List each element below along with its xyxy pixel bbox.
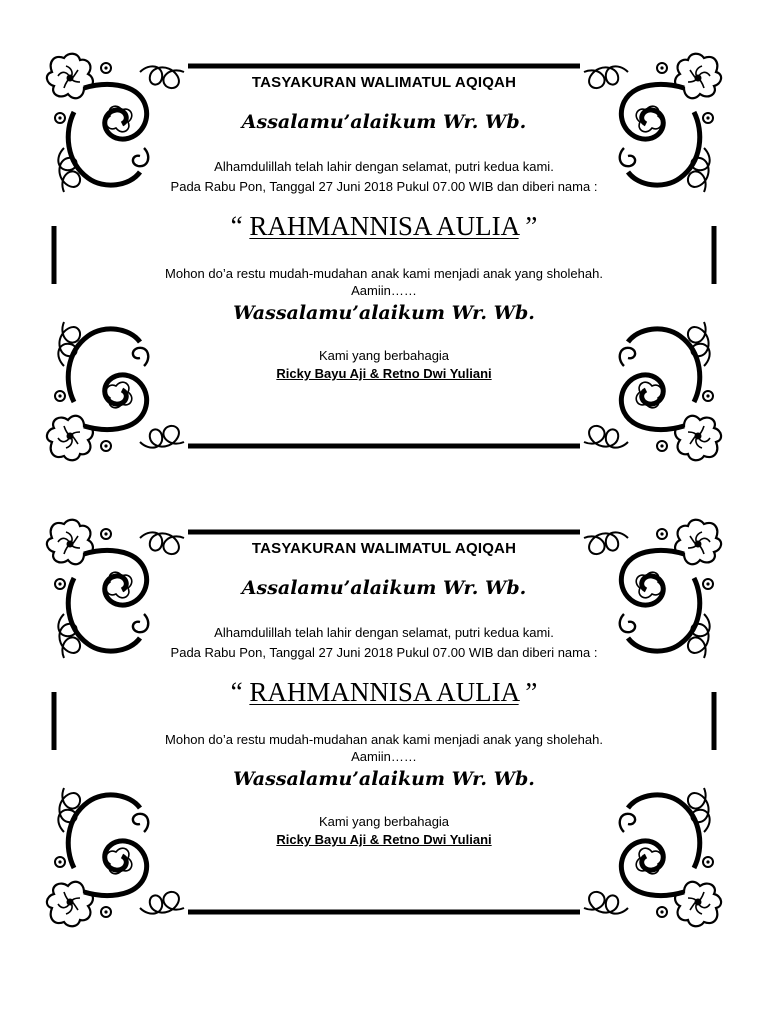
birth-announcement: Alhamdulillah telah lahir dengan selamat, putri kedua kami. bbox=[214, 159, 554, 174]
greeting: Assalamu’alaikum Wr. Wb. bbox=[241, 111, 527, 133]
birth-announcement: Alhamdulillah telah lahir dengan selamat, putri kedua kami. bbox=[214, 625, 554, 640]
signature-intro: Kami yang berbahagia bbox=[318, 814, 450, 829]
aamiin: Aamiin…… bbox=[351, 749, 417, 764]
signature-intro: Kami yang berbahagia bbox=[318, 348, 450, 363]
aamiin: Aamiin…… bbox=[351, 283, 417, 298]
quote-close: ” bbox=[525, 677, 538, 707]
child-name-line bbox=[38, 211, 730, 242]
prayer-request: Mohon do’a restu mudah-mudahan anak kami menjadi anak yang sholehah. bbox=[165, 266, 603, 281]
date-time-line: Pada Rabu Pon, Tanggal 27 Juni 2018 Pukul 07.00 WIB dan diberi nama : bbox=[170, 645, 598, 660]
event-title: TASYAKURAN WALIMATUL AQIQAH bbox=[251, 540, 517, 557]
quote-open: “ bbox=[230, 211, 243, 241]
closing-greeting: Wassalamu’alaikum Wr. Wb. bbox=[233, 768, 535, 790]
invitation-card-1 bbox=[38, 48, 730, 468]
event-title: TASYAKURAN WALIMATUL AQIQAH bbox=[251, 74, 517, 91]
quote-open: “ bbox=[230, 677, 243, 707]
child-name: RAHMANNISA AULIA bbox=[249, 677, 519, 707]
child-name-line bbox=[38, 677, 730, 708]
date-time-line: Pada Rabu Pon, Tanggal 27 Juni 2018 Pukul 07.00 WIB dan diberi nama : bbox=[170, 179, 598, 194]
parents-names: Ricky Bayu Aji & Retno Dwi Yuliani bbox=[276, 832, 492, 847]
child-name: RAHMANNISA AULIA bbox=[249, 211, 519, 241]
parents-names: Ricky Bayu Aji & Retno Dwi Yuliani bbox=[276, 366, 492, 381]
invitation-card-2 bbox=[38, 514, 730, 934]
greeting: Assalamu’alaikum Wr. Wb. bbox=[241, 577, 527, 599]
prayer-request: Mohon do’a restu mudah-mudahan anak kami menjadi anak yang sholehah. bbox=[165, 732, 603, 747]
closing-greeting: Wassalamu’alaikum Wr. Wb. bbox=[233, 302, 535, 324]
quote-close: ” bbox=[525, 211, 538, 241]
